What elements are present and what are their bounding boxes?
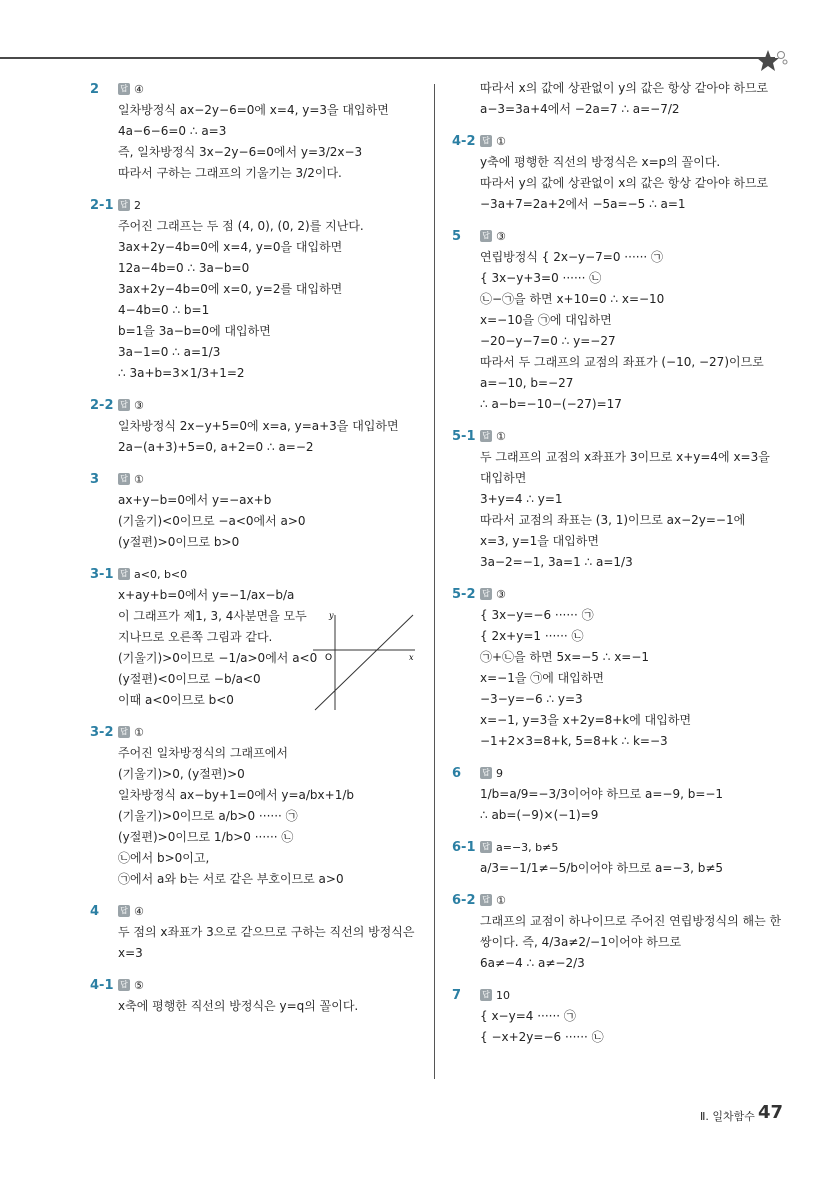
header-rule [0, 57, 775, 59]
solution-line: { 3x−y+3=0 ······ ㉡ [480, 271, 602, 285]
problem-number: 6 [452, 765, 462, 781]
solution-line: 대입하면 [480, 471, 527, 485]
answer-value: ③ [496, 587, 506, 601]
solution-line: (y절편)<0이므로 −b/a<0 [118, 672, 261, 686]
solution-line: 3ax+2y−4b=0에 x=4, y=0을 대입하면 [118, 240, 343, 254]
problem-header [452, 583, 792, 605]
answer-value: 9 [496, 766, 503, 780]
solution-line: x축에 평행한 직선의 방정식은 y=q의 꼴이다. [118, 999, 359, 1013]
solution-line: −3a+7=2a+2에서 −5a=−5 ∴ a=1 [480, 197, 686, 211]
solution-line: ∴ ab=(−9)×(−1)=9 [480, 808, 599, 822]
column-divider [434, 84, 435, 1079]
problem-header [90, 563, 420, 585]
problem-block [452, 583, 792, 752]
solution-line: (기울기)>0이므로 −1/a>0에서 a<0 [118, 651, 318, 665]
solution-line: 주어진 그래프는 두 점 (4, 0), (0, 2)를 지난다. [118, 219, 364, 233]
solution-line: 3a−2=−1, 3a=1 ∴ a=1/3 [480, 555, 633, 569]
solution-line: y축에 평행한 직선의 방정식은 x=p의 꼴이다. [480, 155, 721, 169]
solution-line: 6a≠−4 ∴ a≠−2/3 [480, 956, 585, 970]
answer-badge-icon: 답 [480, 894, 492, 906]
solution-line: 지나므로 오른쪽 그림과 같다. [118, 630, 273, 644]
answer-badge-icon: 답 [118, 199, 130, 211]
solution-line: (기울기)>0이므로 a/b>0 ······ ㉠ [118, 809, 298, 823]
solution-line: 3a−1=0 ∴ a=1/3 [118, 345, 221, 359]
solution-line: x=3 [118, 946, 143, 960]
problem-header [452, 762, 792, 784]
solution-line: 일차방정식 ax−2y−6=0에 x=4, y=3을 대입하면 [118, 103, 389, 117]
solution-line: x=−1을 ㉠에 대입하면 [480, 671, 605, 685]
answer-value: ① [134, 472, 144, 486]
solution-line: ㉠에서 a와 b는 서로 같은 부호이므로 a>0 [118, 872, 344, 886]
problem-number: 6-1 [452, 839, 476, 855]
solution-line: 따라서 교점의 좌표는 (3, 1)이므로 ax−2y=−1에 [480, 513, 746, 527]
answer-value: ④ [134, 904, 144, 918]
answer-badge-icon: 답 [480, 230, 492, 242]
answer-badge-icon: 답 [480, 989, 492, 1001]
answer-value: ① [496, 429, 506, 443]
solution-line: a=−10, b=−27 [480, 376, 574, 390]
problem-number: 3-1 [90, 566, 114, 582]
answer-value: ⑤ [134, 978, 144, 992]
problem-block [452, 225, 792, 415]
answer-badge-icon: 답 [118, 473, 130, 485]
solution-line: 이 그래프가 제1, 3, 4사분면을 모두 [118, 609, 307, 623]
answer-badge-icon: 답 [480, 430, 492, 442]
solution-line: 연립방정식 { 2x−y−7=0 ······ ㉠ [480, 250, 664, 264]
answer-badge-icon: 답 [118, 979, 130, 991]
graph-3-1 [311, 610, 421, 715]
solution-line: a−3=3a+4에서 −2a=7 ∴ a=−7/2 [480, 102, 680, 116]
problem-block [452, 130, 792, 215]
solution-line: 3+y=4 ∴ y=1 [480, 492, 563, 506]
problem-block [90, 78, 420, 184]
problem-block [452, 889, 792, 974]
answer-badge-icon: 답 [118, 399, 130, 411]
problem-block [452, 984, 792, 1048]
answer-badge-icon: 답 [118, 568, 130, 580]
problem-header [452, 225, 792, 247]
solution-line: 두 점의 x좌표가 3으로 같으므로 구하는 직선의 방정식은 [118, 925, 415, 939]
answer-value: a<0, b<0 [134, 567, 188, 581]
answer-value: ④ [134, 82, 144, 96]
problem-header [90, 78, 420, 100]
problem-header [90, 900, 420, 922]
solution-line: 4−4b=0 ∴ b=1 [118, 303, 210, 317]
right-column [452, 78, 792, 1048]
answer-badge-icon: 답 [480, 841, 492, 853]
solution-line: ㉠+㉡을 하면 5x=−5 ∴ x=−1 [480, 650, 650, 664]
problem-block [452, 762, 792, 826]
problem-number: 5-2 [452, 586, 476, 602]
solution-line: x=−1, y=3을 x+2y=8+k에 대입하면 [480, 713, 692, 727]
solution-line: b=1을 3a−b=0에 대입하면 [118, 324, 271, 338]
problem-header [90, 194, 420, 216]
solution-line: 일차방정식 ax−by+1=0에서 y=a/bx+1/b [118, 788, 355, 802]
problem-header [452, 425, 792, 447]
problem-number: 3-2 [90, 724, 114, 740]
answer-value: ③ [134, 398, 144, 412]
problem-number: 2 [90, 81, 100, 97]
solution-line: 그래프의 교점이 하나이므로 주어진 연립방정식의 해는 한 [480, 914, 782, 928]
problem-header [452, 984, 792, 1006]
graph-x-label: x [409, 653, 414, 662]
solution-line: 1/b=a/9=−3/3이어야 하므로 a=−9, b=−1 [480, 787, 724, 801]
solution-line: 따라서 y의 값에 상관없이 x의 값은 항상 같아야 하므로 [480, 176, 769, 190]
solution-line: 두 그래프의 교점의 x좌표가 3이므로 x+y=4에 x=3을 [480, 450, 770, 464]
problem-block [452, 425, 792, 573]
solution-line: x=−10을 ㉠에 대입하면 [480, 313, 612, 327]
problem-block [90, 974, 420, 1017]
solution-line: 즉, 일차방정식 3x−2y−6=0에서 y=3/2x−3 [118, 145, 363, 159]
solution-line: a/3=−1/1≠−5/b이어야 하므로 a=−3, b≠5 [480, 861, 724, 875]
answer-badge-icon: 답 [118, 905, 130, 917]
graph-y-label: y [329, 611, 334, 620]
solution-line: ∴ a−b=−10−(−27)=17 [480, 397, 622, 411]
answer-badge-icon: 답 [480, 135, 492, 147]
problem-block [452, 78, 792, 120]
problem-number: 4 [90, 903, 100, 919]
answer-value: 2 [134, 198, 141, 212]
problem-number: 3 [90, 471, 100, 487]
answer-value: ① [496, 134, 506, 148]
solution-line: 따라서 두 그래프의 교점의 좌표가 (−10, −27)이므로 [480, 355, 764, 369]
star-icon [756, 47, 790, 77]
problem-number: 7 [452, 987, 462, 1003]
solution-line: { 3x−y=−6 ······ ㉠ [480, 608, 594, 622]
solution-line: (y절편)>0이므로 b>0 [118, 535, 240, 549]
answer-value: ③ [496, 229, 506, 243]
solution-line: x+ay+b=0에서 y=−1/ax−b/a [118, 588, 295, 602]
solution-line: −3−y=−6 ∴ y=3 [480, 692, 583, 706]
solution-line: { 2x+y=1 ······ ㉡ [480, 629, 584, 643]
solution-line: (기울기)>0, (y절편)>0 [118, 767, 245, 781]
solution-line: (y절편)>0이므로 1/b>0 ······ ㉡ [118, 830, 294, 844]
problem-block [90, 468, 420, 553]
problem-block [90, 900, 420, 964]
problem-number: 2-2 [90, 397, 114, 413]
problem-number: 6-2 [452, 892, 476, 908]
footer-chapter: Ⅱ. 일차함수 [700, 1110, 755, 1123]
problem-block [90, 194, 420, 384]
answer-badge-icon: 답 [118, 83, 130, 95]
problem-header [452, 130, 792, 152]
solution-line: (기울기)<0이므로 −a<0에서 a>0 [118, 514, 306, 528]
solution-line: x=3, y=1을 대입하면 [480, 534, 599, 548]
problem-header [452, 836, 792, 858]
solution-line: 2a−(a+3)+5=0, a+2=0 ∴ a=−2 [118, 440, 314, 454]
problem-header [90, 974, 420, 996]
solution-line: 주어진 일차방정식의 그래프에서 [118, 746, 288, 760]
answer-value: a=−3, b≠5 [496, 840, 559, 854]
solution-line: ax+y−b=0에서 y=−ax+b [118, 493, 272, 507]
problem-header [90, 721, 420, 743]
solution-line: 따라서 구하는 그래프의 기울기는 3/2이다. [118, 166, 342, 180]
graph-origin: O [325, 653, 333, 663]
answer-badge-icon: 답 [480, 767, 492, 779]
solution-line: 따라서 x의 값에 상관없이 y의 값은 항상 같아야 하므로 [480, 81, 769, 95]
problem-number: 5-1 [452, 428, 476, 444]
problem-number: 5 [452, 228, 462, 244]
answer-value: ① [496, 893, 506, 907]
solution-line: ㉡에서 b>0이고, [118, 851, 210, 865]
answer-badge-icon: 답 [118, 726, 130, 738]
problem-header [90, 394, 420, 416]
solution-line: −1+2×3=8+k, 5=8+k ∴ k=−3 [480, 734, 668, 748]
solution-line: { −x+2y=−6 ······ ㉡ [480, 1030, 604, 1044]
solution-line: ㉡−㉠을 하면 x+10=0 ∴ x=−10 [480, 292, 665, 306]
answer-badge-icon: 답 [480, 588, 492, 600]
solution-line: 일차방정식 2x−y+5=0에 x=a, y=a+3을 대입하면 [118, 419, 399, 433]
solution-line: 이때 a<0이므로 b<0 [118, 693, 234, 707]
problem-header [452, 889, 792, 911]
solution-line: 3ax+2y−4b=0에 x=0, y=2를 대입하면 [118, 282, 343, 296]
problem-number: 4-1 [90, 977, 114, 993]
problem-number: 4-2 [452, 133, 476, 149]
solution-line: 쌍이다. 즉, 4/3a≠2/−1이어야 하므로 [480, 935, 682, 949]
problem-block [452, 836, 792, 879]
problem-number: 2-1 [90, 197, 114, 213]
answer-value: 10 [496, 988, 510, 1002]
solution-line: ∴ 3a+b=3×1/3+1=2 [118, 366, 245, 380]
solution-line: { x−y=4 ······ ㉠ [480, 1009, 576, 1023]
problem-block [90, 394, 420, 458]
solution-line: 4a−6−6=0 ∴ a=3 [118, 124, 227, 138]
solution-line: 12a−4b=0 ∴ 3a−b=0 [118, 261, 250, 275]
problem-header [90, 468, 420, 490]
left-column [90, 78, 420, 1017]
page-number: 47 [758, 1102, 784, 1123]
answer-value: ① [134, 725, 144, 739]
problem-block [90, 721, 420, 890]
solution-line: −20−y−7=0 ∴ y=−27 [480, 334, 616, 348]
